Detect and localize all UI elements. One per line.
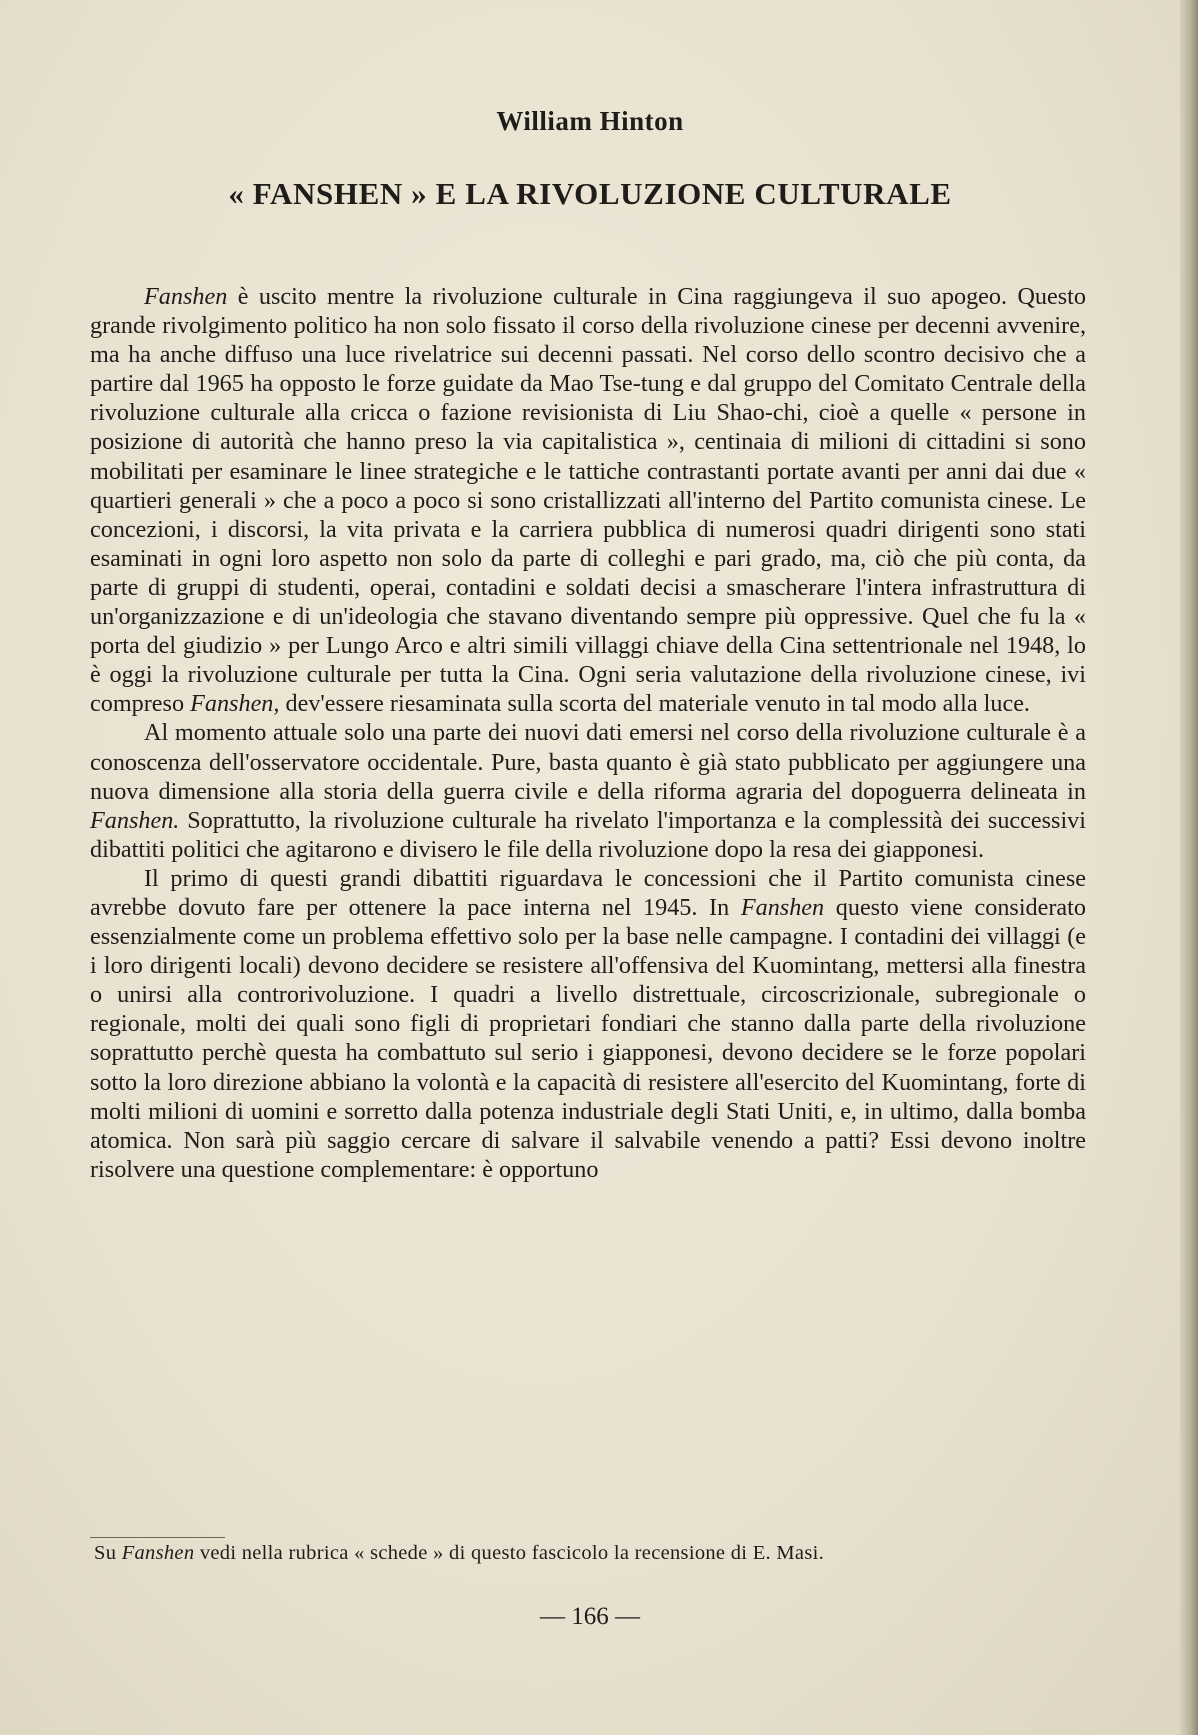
article-title: « FANSHEN » E LA RIVOLUZIONE CULTURALE	[228, 176, 952, 211]
paragraph-3	[90, 864, 1086, 1184]
paragraph-text: è uscito mentre la rivoluzione culturale in Cina raggiungeva il suo apogeo. Questo grande rivolgimento politico ha non solo fissato il corso della rivoluzione cinese per decenni avvenire, ma ha anche diffuso una luce rivelatrice sui decenni passati. Nel corso dello scontro decisivo che a partire dal 1965 ha opposto le forze guidate da Mao Tse-tung e dal gruppo del Comitato Centrale della rivoluzione culturale alla cricca o fazione revisionista di Liu Shao-chi, cioè a quelle « persone in posizione di autorità che hanno preso la via capitalistica », centinaia di milioni di cittadini si sono mobilitati per esaminare le linee strategiche e le tattiche contrastanti portate avanti per anni dai due « quartieri generali » che a poco a poco si sono cristallizzati all'interno del Partito comunista cinese. Le concezioni, i discorsi, la vita privata e la carriera pubblica di numerosi quadri dirigenti sono stati esaminati in ogni loro aspetto non solo da parte di colleghi e pari grado, ma, ciò che più conta, da parte di gruppi di studenti, operai, contadini e soldati decisi a smascherare l'intera infrastruttura di un'organizzazione e di un'ideologia che stavano diventando sempre più oppressive. Quel che fu la « porta del giudizio » per Lungo Arco e altri simili villaggi chiave della Cina settentrionale nel 1948, lo è oggi la rivoluzione culturale per tutta la Cina. Ogni seria valutazione della rivoluzione cinese, ivi compreso	[90, 283, 1086, 718]
paragraph-text: dev'essere riesaminata sulla scorta del materiale venuto in tal modo alla luce.	[279, 690, 1030, 718]
footnote	[94, 1540, 1090, 1566]
paragraph-1	[90, 282, 1086, 718]
footnote-text: vedi nella rubrica « schede » di questo fascicolo la recensione di E. Masi.	[194, 1542, 825, 1564]
italic-title: Fanshen.	[90, 806, 180, 834]
page-edge-shadow	[1180, 0, 1198, 1735]
paragraph-text: Il primo di questi grandi dibattiti riguardava le concessioni che il Partito comunista cinese avrebbe dovuto fare per ottenere la pace interna nel 1945. In	[90, 864, 1086, 921]
article-author: William Hinton	[496, 106, 684, 136]
paragraph-text: questo viene considerato essenzialmente come un problema effettivo solo per la base nelle campagne. I contadini dei villaggi (e i loro dirigenti locali) devono decidere se resistere all'offensiva del Kuomintang, mettersi alla finestra o unirsi alla controrivoluzione. I quadri a livello distrettuale, circoscrizionale, subregionale o regionale, molti dei quali sono figli di proprietari fondiari che stanno dalla parte della rivoluzione soprattutto perchè questa ha combattuto sul serio i giapponesi, devono decidere se le forze popolari sotto la loro direzione abbiano la volontà e la capacità di resistere all'esercito del Kuomintang, forte di molti milioni di uomini e sorretto dalla potenza industriale degli Stati Uniti, e, in ultimo, dalla bomba atomica. Non sarà più saggio cercare di salvare il salvabile venendo a patti? Essi devono inoltre risolvere una questione complementare: è opportuno	[90, 893, 1086, 1183]
italic-title: Fanshen	[144, 283, 228, 310]
footnote-text: Su	[94, 1542, 122, 1564]
paragraph-text: Soprattutto, la rivoluzione culturale ha rivelato l'importanza e la complessità dei successivi dibattiti politici che agitarono e divisero le file della rivoluzione dopo la resa dei giapponesi.	[90, 806, 1086, 863]
paragraph-text: Al momento attuale solo una parte dei nuovi dati emersi nel corso della rivoluzione culturale è a conoscenza dell'osservatore occidentale. Pure, basta quanto è già stato pubblicato per aggiungere una nuova dimensione alla storia della guerra civile e della riforma agraria del dopoguerra delineata in	[90, 719, 1086, 805]
page-number: — 166 —	[540, 1603, 640, 1630]
article-body	[90, 282, 1086, 1184]
italic-title: Fanshen	[740, 893, 825, 921]
paragraph-2	[90, 718, 1086, 863]
footnote-divider	[90, 1537, 225, 1538]
footnote-italic: Fanshen	[121, 1542, 195, 1564]
italic-title: Fanshen,	[190, 690, 280, 718]
